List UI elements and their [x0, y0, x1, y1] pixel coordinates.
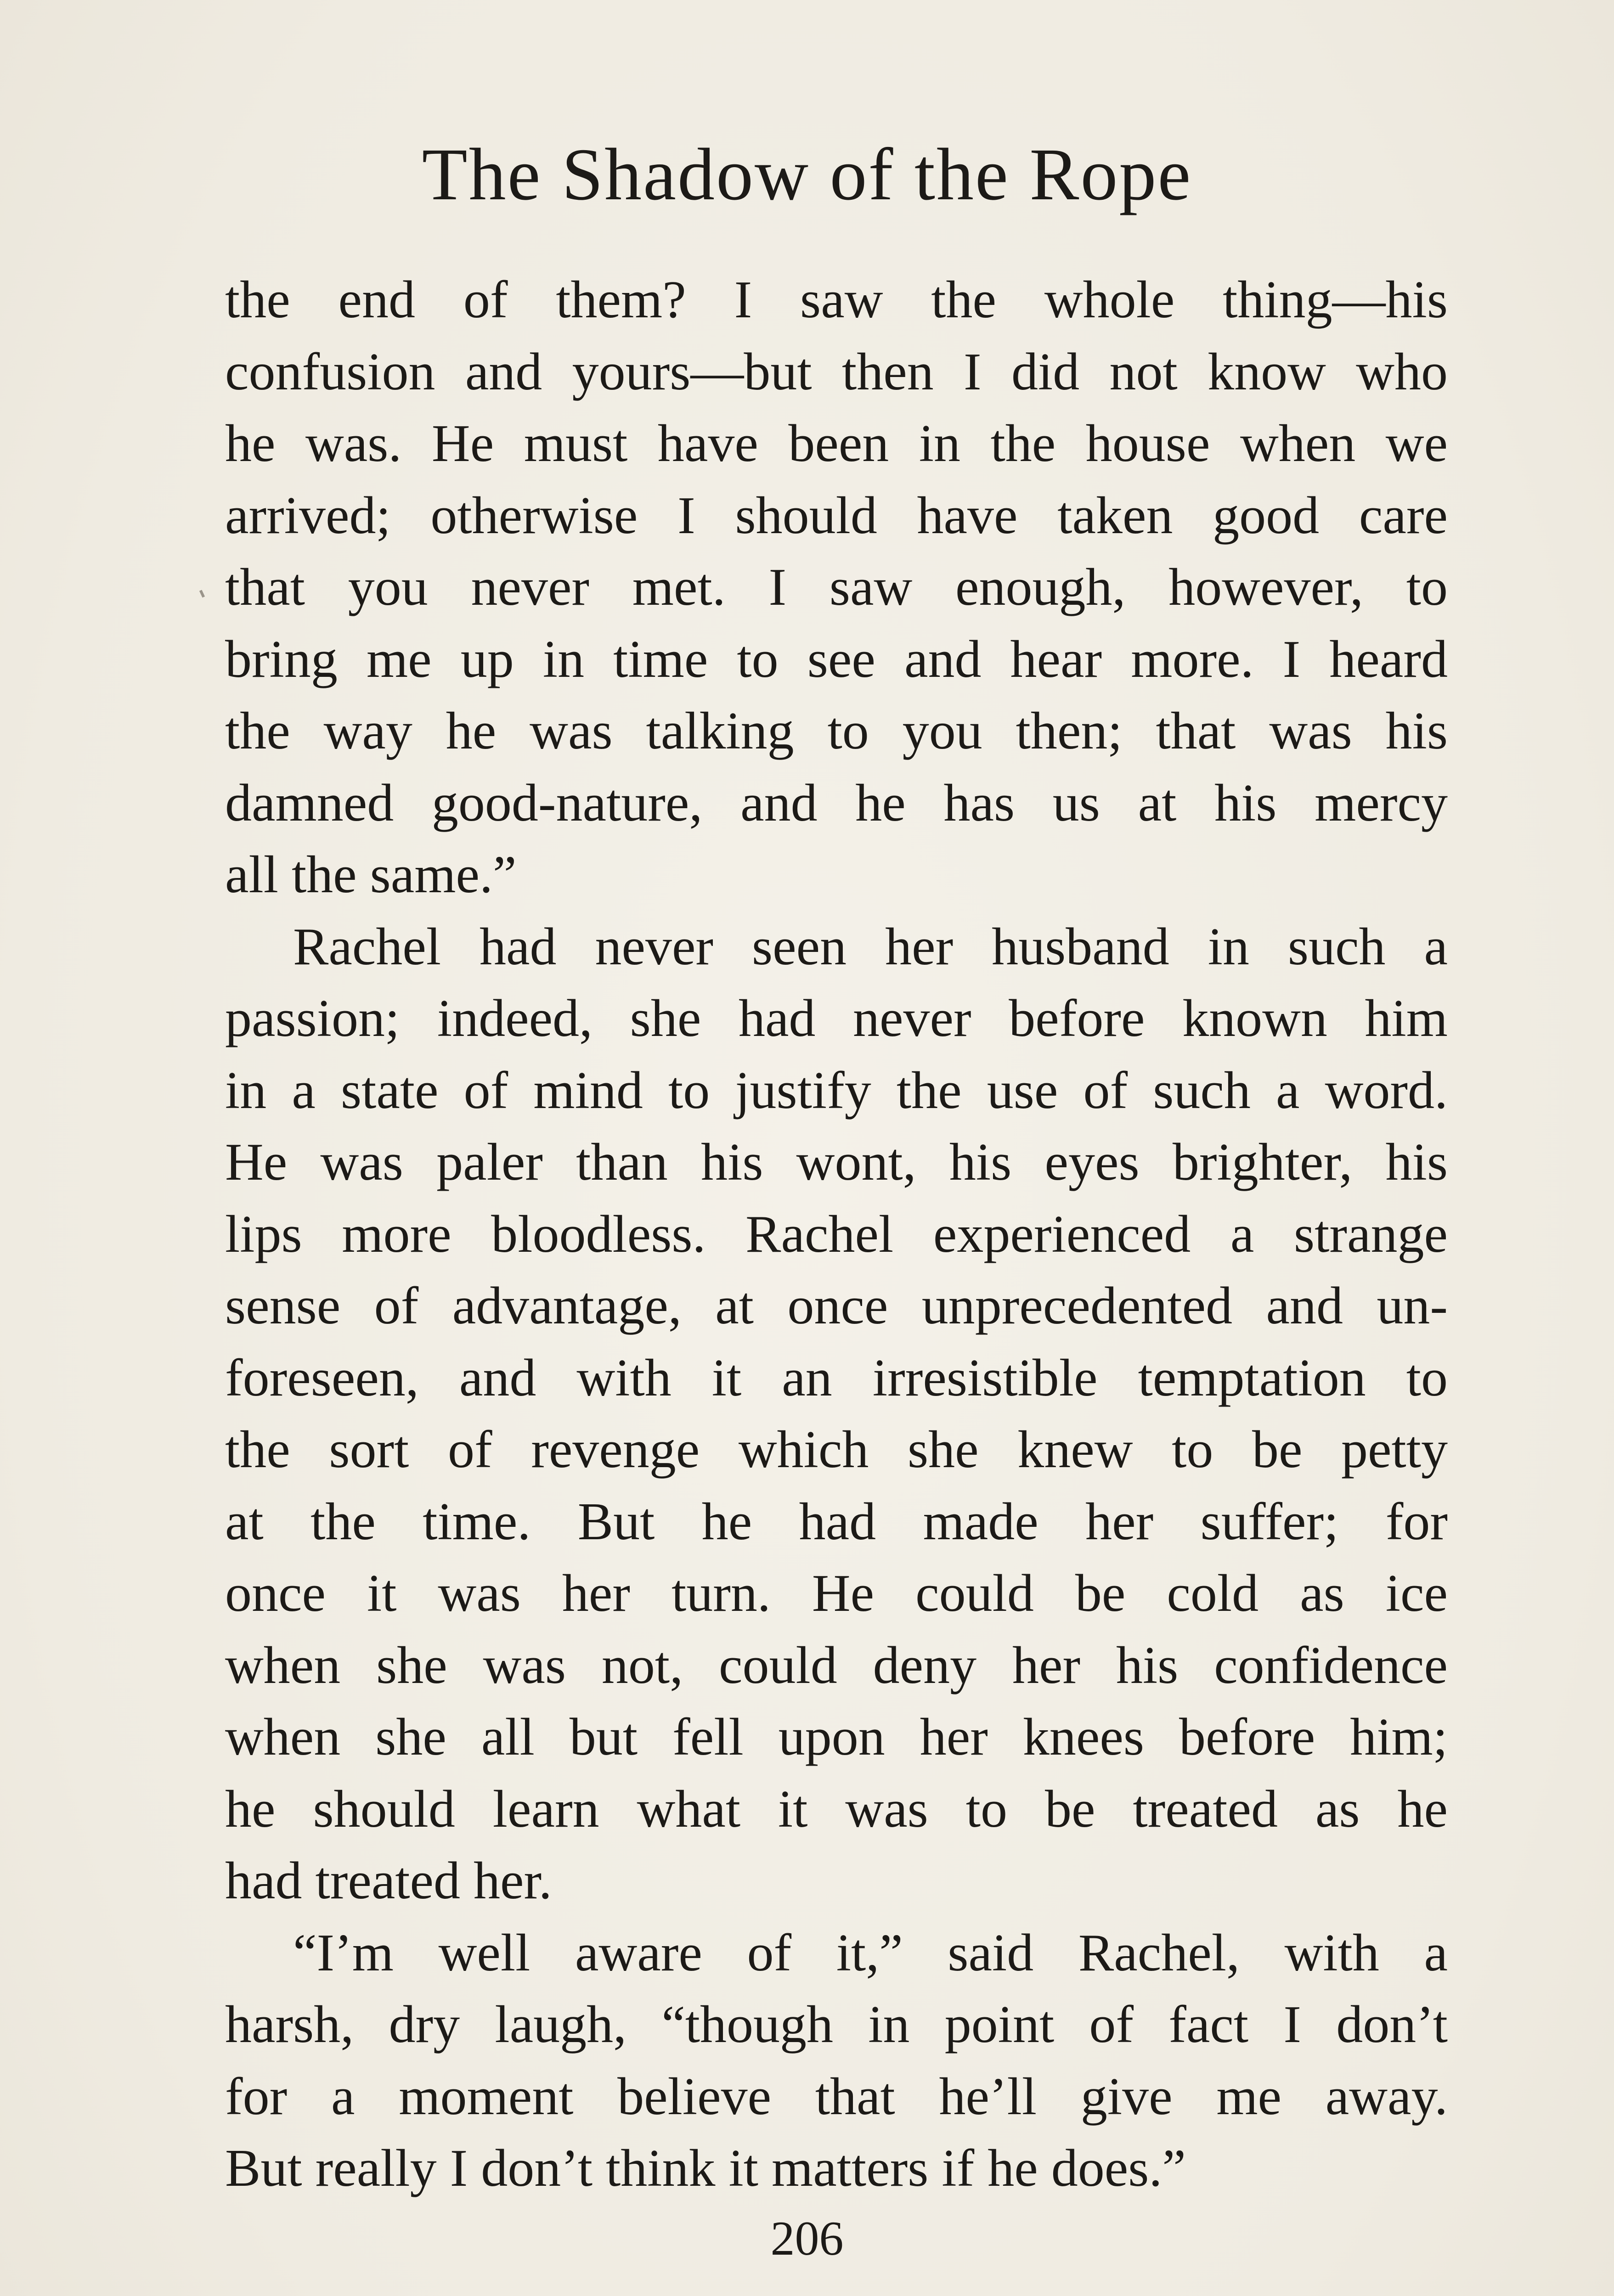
- text-line: foreseen, and with it an irresistible temptation to: [225, 1348, 1448, 1407]
- paragraph-first-line: Rachel had never seen her husband in such a: [293, 917, 1448, 976]
- text-line: damned good-nature, and he has us at his mercy: [225, 773, 1448, 833]
- page-number: 206: [770, 2212, 844, 2265]
- text-line: when she all but fell upon her knees before him;: [225, 1708, 1448, 1767]
- text-line: had treated her.: [225, 1851, 552, 1910]
- text-line: confusion and yours—but then I did not know who: [225, 342, 1448, 401]
- body-text: [225, 264, 1448, 2205]
- text-line: once it was her turn. He could be cold as ice: [225, 1564, 1448, 1623]
- text-line: He was paler than his wont, his eyes brighter, his: [225, 1133, 1448, 1192]
- text-line: harsh, dry laugh, “though in point of fact I don’t: [225, 1995, 1448, 2054]
- text-line: But really I don’t think it matters if he does.”: [225, 2139, 1186, 2198]
- text-line: all the same.”: [225, 845, 517, 904]
- text-line: he was. He must have been in the house when we: [225, 414, 1448, 473]
- text-line: sense of advantage, at once unprecedented and un-: [225, 1277, 1448, 1335]
- text-line: bring me up in time to see and hear more. I heard: [225, 630, 1448, 689]
- text-line: arrived; otherwise I should have taken good care: [225, 486, 1448, 545]
- running-title: The Shadow of the Rope: [422, 134, 1192, 216]
- text-line: for a moment believe that he’ll give me away.: [225, 2067, 1448, 2126]
- paragraph-first-line: “I’m well aware of it,” said Rachel, with a: [293, 1923, 1448, 1982]
- text-line: the sort of revenge which she knew to be petty: [225, 1420, 1448, 1479]
- text-line: when she was not, could deny her his confidence: [225, 1636, 1448, 1695]
- text-line: in a state of mind to justify the use of such a word.: [225, 1061, 1448, 1120]
- text-line: the end of them? I saw the whole thing—his: [225, 270, 1448, 329]
- text-line: lips more bloodless. Rachel experienced a strange: [225, 1204, 1448, 1264]
- text-line: he should learn what it was to be treated as he: [225, 1779, 1448, 1839]
- text-line: the way he was talking to you then; that was his: [225, 702, 1448, 760]
- text-line: passion; indeed, she had never before known him: [225, 989, 1448, 1048]
- text-line: that you never met. I saw enough, however, to: [225, 558, 1448, 617]
- margin-mark: [199, 590, 205, 597]
- text-line: at the time. But he had made her suffer; for: [225, 1492, 1448, 1551]
